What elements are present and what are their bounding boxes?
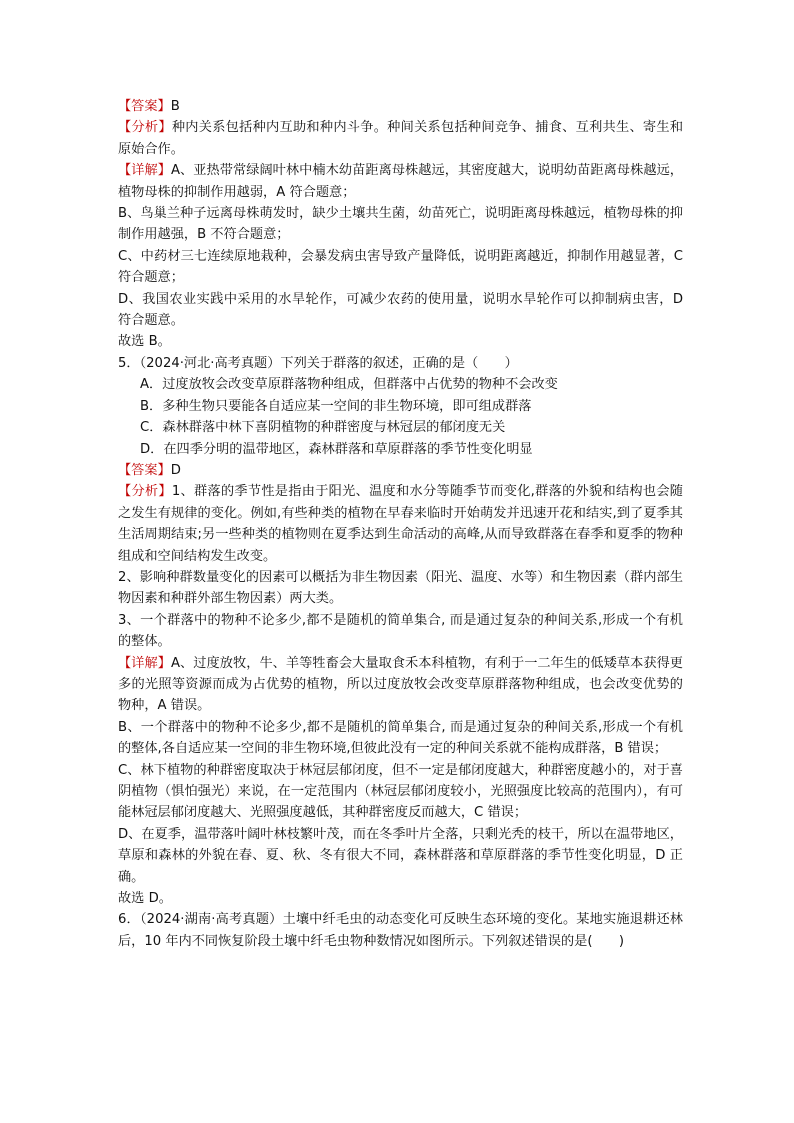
q4-answer (118, 96, 683, 117)
q4-detail-b: B、鸟巢兰种子远离母株萌发时，缺少土壤共生菌，幼苗死亡，说明距离母株越远，植物母株的抑制作用越强，B 不符合题意； (118, 206, 683, 243)
analysis-tag: 【分析】 (118, 484, 172, 500)
q6-stem: 6．（2024·湖南·高考真题）土壤中纤毛虫的动态变化可反映生态环境的变化。某地实施退耕还林后，10 年内不同恢复阶段土壤中纤毛虫物种数情况如图所示。下列叙述错误的是( ) (118, 912, 683, 949)
q5-option-c: C．森林群落中林下喜阴植物的种群密度与林冠层的郁闭度无关 (140, 420, 506, 436)
answer-tag: 【答案】 (118, 99, 171, 114)
q4-detail-d: D、我国农业实践中采用的水旱轮作，可减少农药的使用量，说明水旱轮作可以抑制病虫害，D 符合题意。 (118, 291, 683, 329)
q5-option-b: B．多种生物只要能各自适应某一空间的非生物环境，即可组成群落 (140, 398, 532, 414)
q5-analysis-1: 【分析】1、群落的季节性是指由于阳光、温度和水分等随季节而变化,群落的外貌和结构也会随之发生有规律的变化。例如,有些种类的植物在早春来临时开始萌发并迅速开花和结实,到了夏季其生活周期结束;另一些种类的植物则在夏季达到生命活动的高峰,从而导致群落在春季和夏季的物种组成和空间结构发生改变。 (118, 484, 683, 564)
q4-detail-c: C、中药材三七连续原地栽种，会暴发病虫害导致产量降低，说明距离越近，抑制作用越显著，C 符合题意； (118, 248, 683, 286)
q5-detail-d: D、在夏季，温带落叶阔叶林枝繁叶茂，而在冬季叶片全落，只剩光秃的枝干，所以在温带地区，草原和森林的外貌在春、夏、秋、冬有很大不同，森林群落和草原群落的季节性变化明显，D 正确。 (118, 826, 683, 885)
q5-conclusion: 故选 D。 (118, 891, 172, 907)
q5-detail-a: 【详解】A、过度放牧，牛、羊等牲畜会大量取食禾本科植物，有利于一二年生的低矮草本获得更多的光照等资源而成为占优势的植物，所以过度放牧会改变草原群落物种组成，也会改变优势的物种，A 错误。 (118, 655, 683, 714)
detail-tag: 【详解】 (118, 163, 171, 179)
q5-analysis-3: 3、一个群落中的物种不论多少,都不是随机的简单集合, 而是通过复杂的种间关系,形成一个有机的整体。 (118, 612, 683, 650)
q4-analysis (118, 117, 683, 160)
q4-detail-a: 【详解】A、亚热带常绿阔叶林中楠木幼苗距离母株越远，其密度越大，说明幼苗距离母株越远，植物母株的抑制作用越弱，A 符合题意； (118, 163, 683, 200)
q5-option-d: D．在四季分明的温带地区，森林群落和草原群落的季节性变化明显 (140, 441, 533, 457)
q4-conclusion: 故选 B。 (118, 334, 171, 350)
q5-stem: 5．（2024·河北·高考真题）下列关于群落的叙述，正确的是（ ） (118, 355, 518, 371)
analysis-tag: 【分析】 (118, 120, 172, 136)
detail-tag: 【详解】 (118, 655, 171, 671)
q5-option-a: A．过度放牧会改变草原群落物种组成，但群落中占优势的物种不会改变 (140, 377, 558, 393)
q5-detail-b: B、一个群落中的物种不论多少,都不是随机的简单集合, 而是通过复杂的种间关系,形成一个有机的整体,各自适应某一空间的非生物环境,但彼此没有一定的种间关系就不能构成群落，B 错误； (118, 719, 683, 757)
q5-answer-value: D (170, 462, 181, 478)
document-page (118, 96, 683, 952)
q5-analysis-2: 2、影响种群数量变化的因素可以概括为非生物因素（阳光、温度、水等）和生物因素（群内部生物因素和种群外部生物因素）两大类。 (118, 569, 683, 607)
q5-answer (118, 460, 683, 481)
q4-analysis-text: 种内关系包括种内互助和种内斗争。种间关系包括种间竞争、捕食、互利共生、寄生和原始合作。 (118, 120, 684, 157)
q4-answer-value: B (170, 99, 180, 114)
answer-tag: 【答案】 (118, 462, 171, 478)
q5-detail-c: C、林下植物的种群密度取决于林冠层郁闭度，但不一定是郁闭度越大，种群密度越小的，对于喜阴植物（惧怕强光）来说，在一定范围内（林冠层郁闭度较小，光照强度比较高的范围内），有可能林冠层郁闭度越大、光照强度越低，其种群密度反而越大，C 错误； (118, 762, 683, 821)
